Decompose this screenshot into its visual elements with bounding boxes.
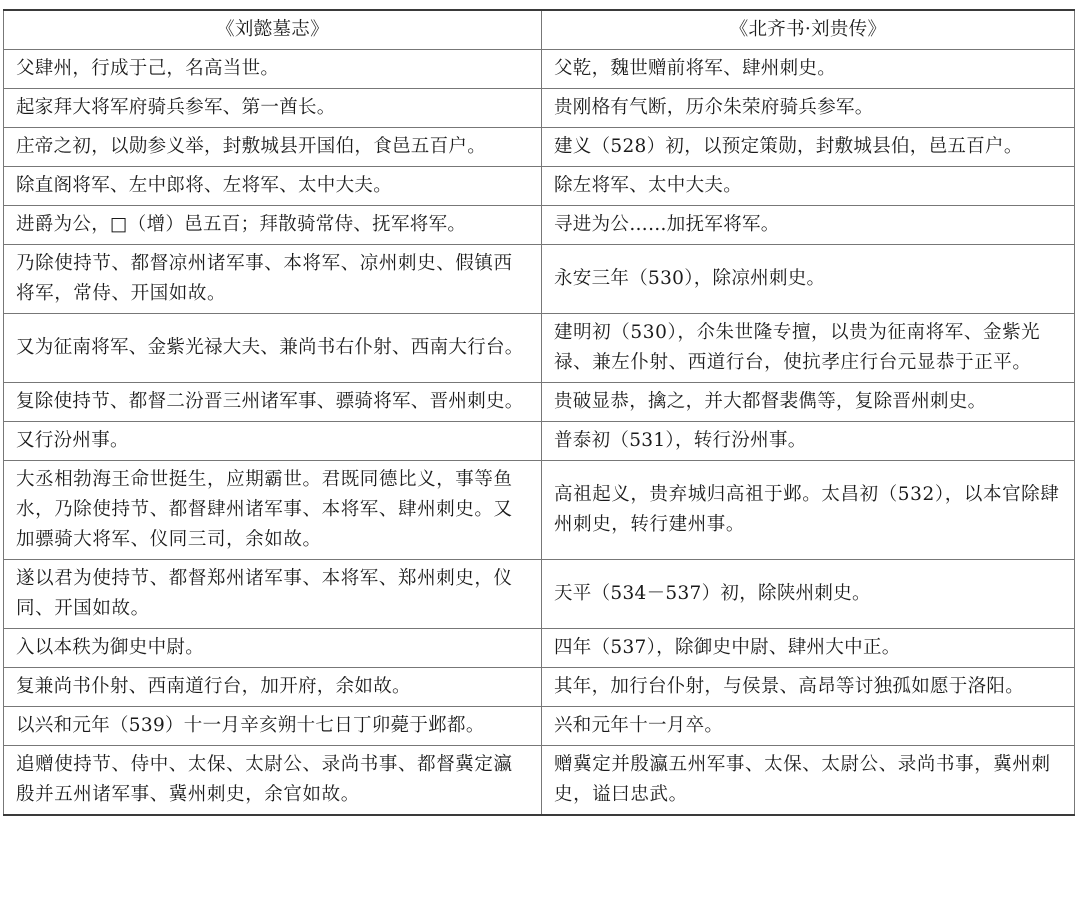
- table-row: [4, 245, 1075, 314]
- table-row: [4, 746, 1075, 816]
- table-row: [4, 422, 1075, 461]
- history-cell: 赠冀定并殷瀛五州军事、太保、太尉公、录尚书事，冀州刺史，谥曰忠武。: [542, 746, 1075, 816]
- table-row: [4, 461, 1075, 560]
- epitaph-cell: 大丞相勃海王命世挺生，应期霸世。君既同德比义，事等鱼水，乃除使持节、都督肆州诸军事、本将军、肆州刺史。又加骠骑大将军、仪同三司，余如故。: [4, 461, 542, 560]
- epitaph-cell: 乃除使持节、都督凉州诸军事、本将军、凉州刺史、假镇西将军，常侍、开国如故。: [4, 245, 542, 314]
- history-cell: 贵破显恭，擒之，并大都督裴儁等，复除晋州刺史。: [542, 383, 1075, 422]
- table-row: [4, 707, 1075, 746]
- epitaph-cell: 庄帝之初，以勋参义举，封敷城县开国伯，食邑五百户。: [4, 128, 542, 167]
- table-row: [4, 167, 1075, 206]
- epitaph-cell: 复兼尚书仆射、西南道行台，加开府，余如故。: [4, 668, 542, 707]
- history-cell: 普泰初（531），转行汾州事。: [542, 422, 1075, 461]
- epitaph-cell: 除直阁将军、左中郎将、左将军、太中大夫。: [4, 167, 542, 206]
- comparison-table: [3, 9, 1075, 816]
- epitaph-cell: 又为征南将军、金紫光禄大夫、兼尚书右仆射、西南大行台。: [4, 314, 542, 383]
- history-cell: 建义（528）初，以预定策勋，封敷城县伯，邑五百户。: [542, 128, 1075, 167]
- epitaph-cell: 进爵为公，□（增）邑五百；拜散骑常侍、抚军将军。: [4, 206, 542, 245]
- epitaph-cell: 起家拜大将军府骑兵参军、第一酋长。: [4, 89, 542, 128]
- history-cell: 除左将军、太中大夫。: [542, 167, 1075, 206]
- history-cell: 永安三年（530），除凉州刺史。: [542, 245, 1075, 314]
- header-row: [4, 10, 1075, 50]
- table-row: [4, 89, 1075, 128]
- history-cell: 天平（534－537）初，除陕州刺史。: [542, 560, 1075, 629]
- table-row: [4, 560, 1075, 629]
- table-row: [4, 629, 1075, 668]
- column-header-history: 《北齐书·刘贵传》: [542, 10, 1075, 50]
- table-row: [4, 128, 1075, 167]
- history-cell: 四年（537），除御史中尉、肆州大中正。: [542, 629, 1075, 668]
- history-cell: 寻进为公……加抚军将军。: [542, 206, 1075, 245]
- history-cell: 建明初（530），尒朱世隆专擅，以贵为征南将军、金紫光禄、兼左仆射、西道行台，使抗孝庄行台元显恭于正平。: [542, 314, 1075, 383]
- table-row: [4, 668, 1075, 707]
- history-cell: 其年，加行台仆射，与侯景、高昂等讨独孤如愿于洛阳。: [542, 668, 1075, 707]
- table-row: [4, 314, 1075, 383]
- epitaph-cell: 又行汾州事。: [4, 422, 542, 461]
- table-row: [4, 383, 1075, 422]
- epitaph-cell: 复除使持节、都督二汾晋三州诸军事、骠骑将军、晋州刺史。: [4, 383, 542, 422]
- history-cell: 父乾，魏世赠前将军、肆州刺史。: [542, 50, 1075, 89]
- epitaph-cell: 遂以君为使持节、都督郑州诸军事、本将军、郑州刺史，仪同、开国如故。: [4, 560, 542, 629]
- epitaph-cell: 父肆州，行成于己，名高当世。: [4, 50, 542, 89]
- epitaph-cell: 入以本秩为御史中尉。: [4, 629, 542, 668]
- table-row: [4, 206, 1075, 245]
- epitaph-cell: 以兴和元年（539）十一月辛亥朔十七日丁卯薨于邺都。: [4, 707, 542, 746]
- epitaph-cell: 追赠使持节、侍中、太保、太尉公、录尚书事、都督冀定瀛殷并五州诸军事、冀州刺史，余官如故。: [4, 746, 542, 816]
- comparison-table-container: [3, 9, 1074, 816]
- history-cell: 兴和元年十一月卒。: [542, 707, 1075, 746]
- history-cell: 高祖起义，贵弃城归高祖于邺。太昌初（532），以本官除肆州刺史，转行建州事。: [542, 461, 1075, 560]
- column-header-epitaph: 《刘懿墓志》: [4, 10, 542, 50]
- history-cell: 贵刚格有气断，历尒朱荣府骑兵参军。: [542, 89, 1075, 128]
- table-row: [4, 50, 1075, 89]
